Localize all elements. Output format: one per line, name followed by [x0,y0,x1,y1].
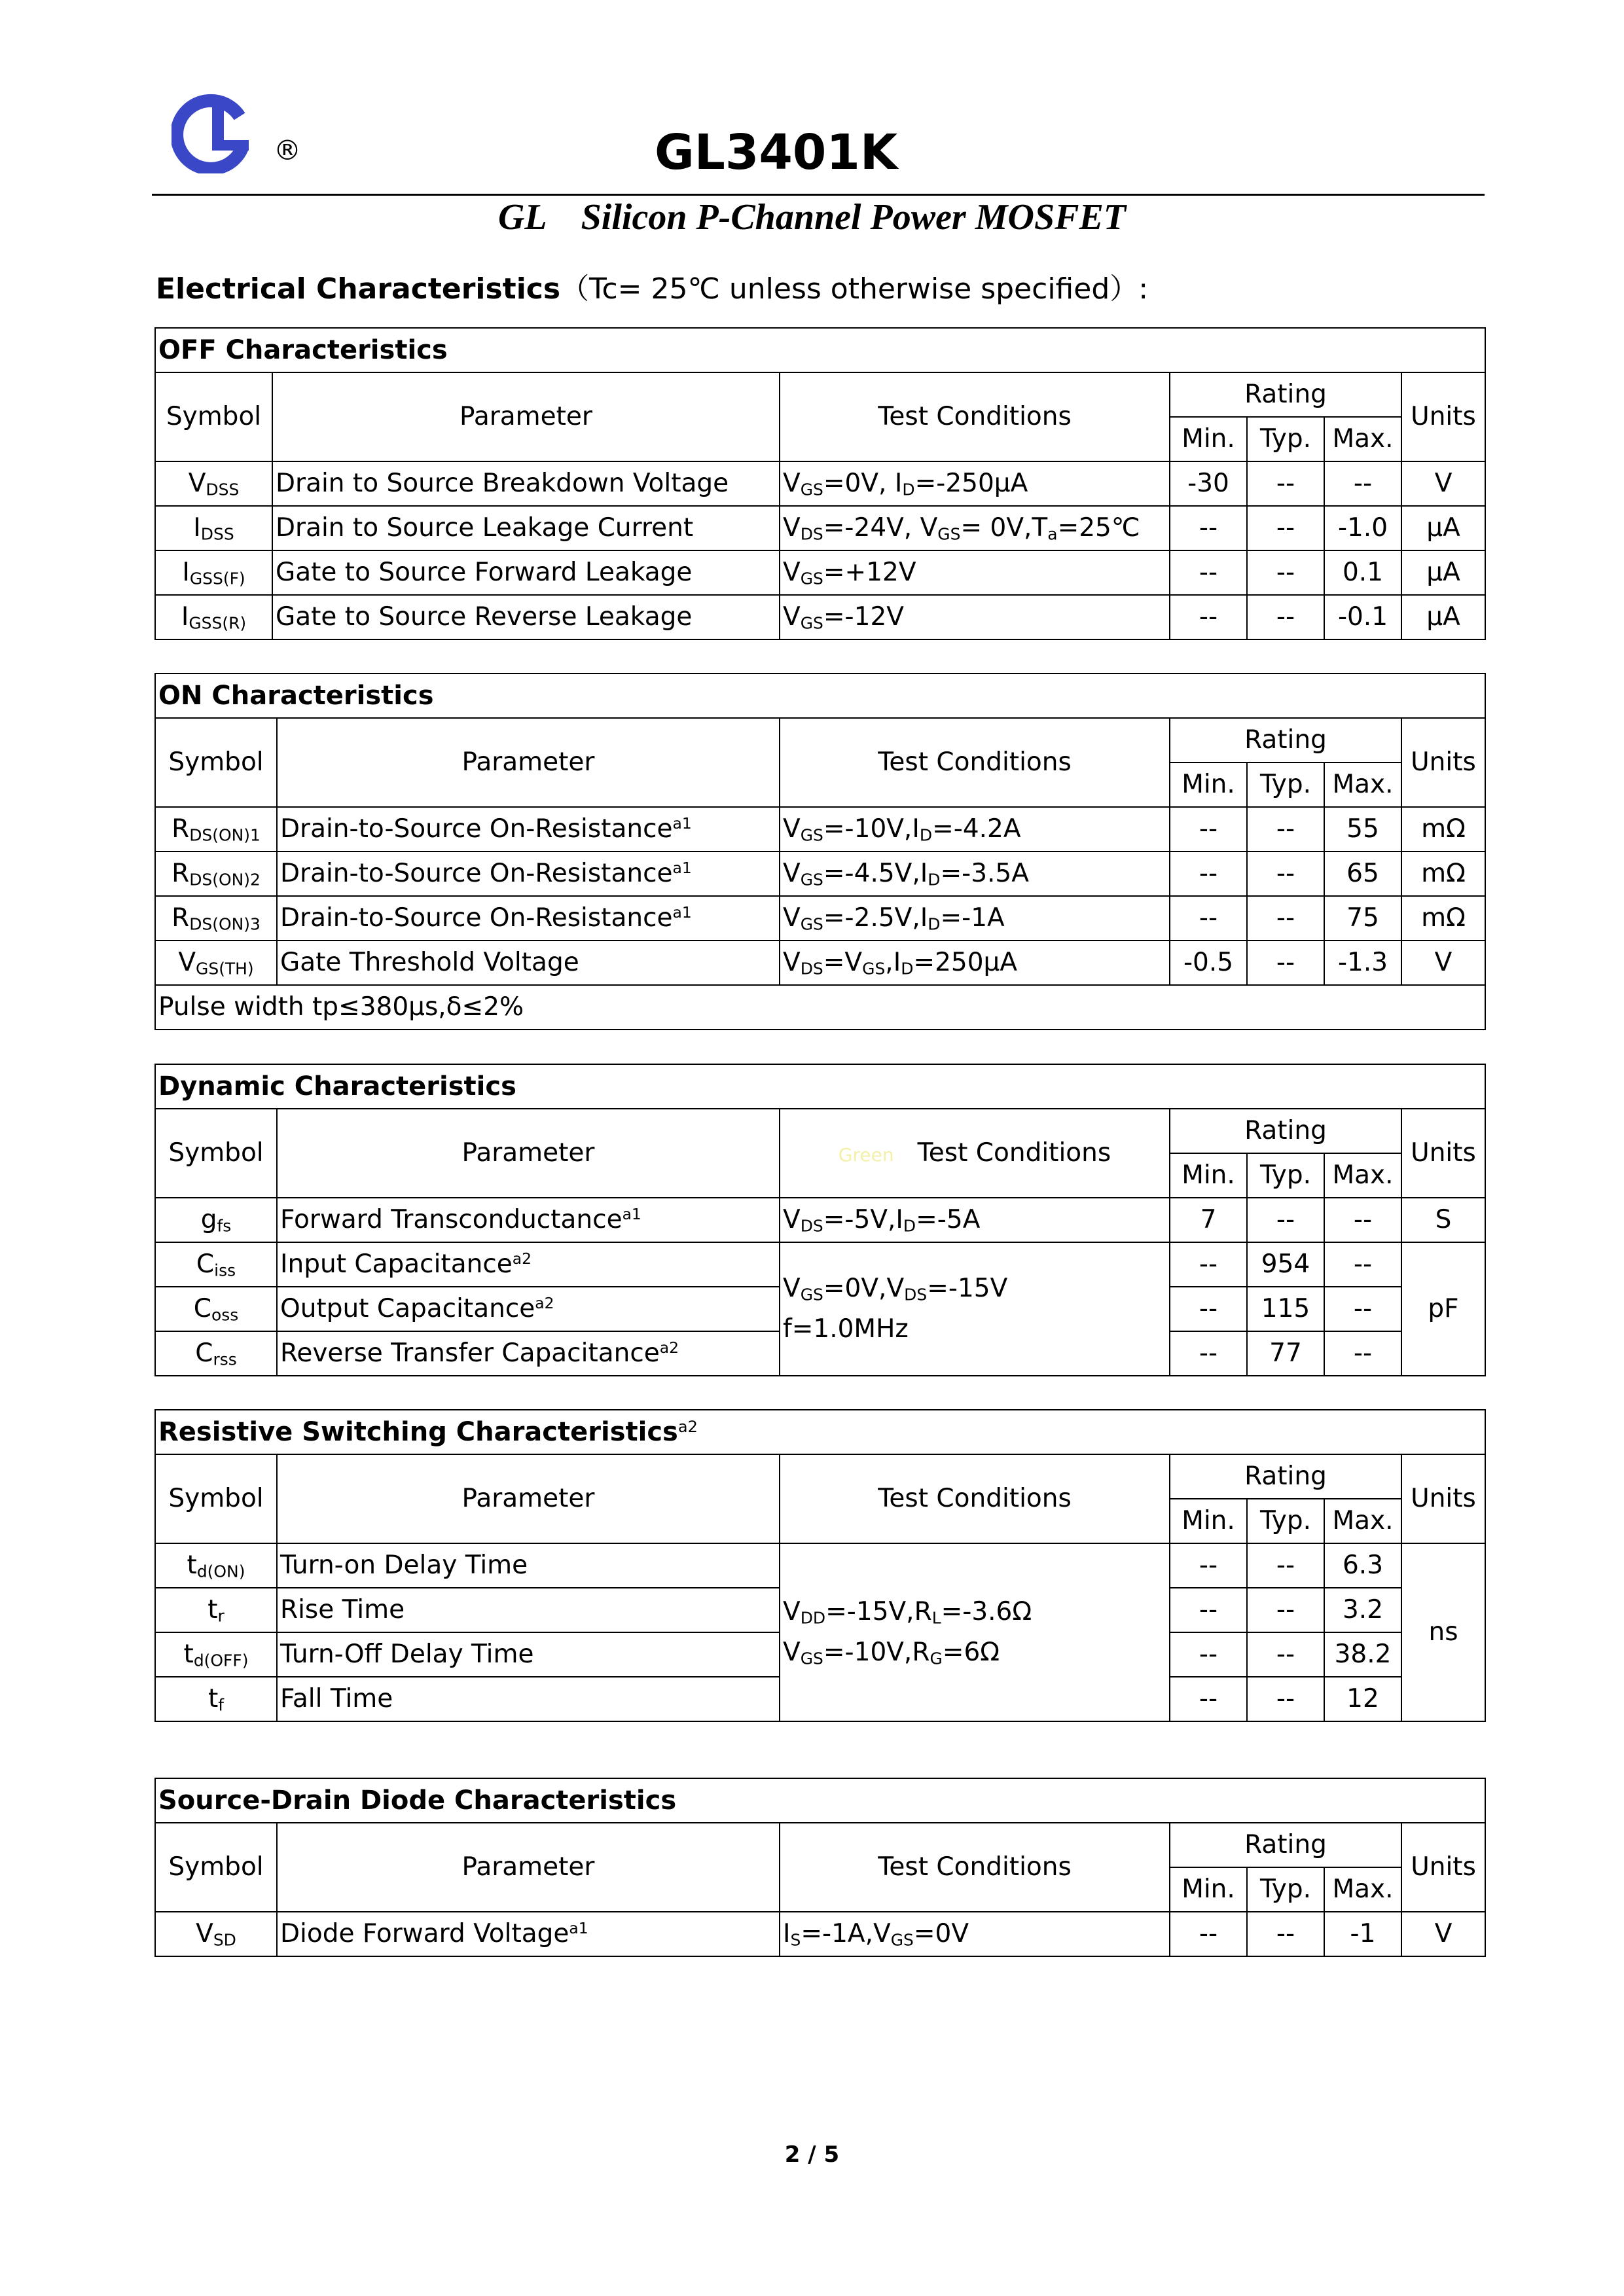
unit-cell: V [1401,1912,1485,1956]
part-number: GL3401K [655,124,898,181]
header-units: Units [1401,1823,1485,1912]
table-title: ON Characteristics [155,673,1485,718]
typ-cell: 77 [1247,1331,1324,1376]
parameter-cell: Drain to Source Breakdown Voltage [272,461,780,506]
parameter-cell: Reverse Transfer Capacitance$^{a2}$ [277,1331,780,1376]
parameter-cell: Drain-to-Source On-Resistance$^{a1}$ [277,807,780,852]
unit-cell: μA [1401,595,1485,639]
table-row [155,1912,1485,1956]
parameter-cell: Input Capacitance$^{a2}$ [277,1242,780,1287]
header-max: Max. [1324,762,1401,807]
unit-cell: μA [1401,550,1485,595]
condition-cell: $V_{GS}=+12V$ [780,550,1170,595]
min-cell: -- [1170,1331,1247,1376]
symbol-cell: $g_{fs}$ [155,1198,277,1242]
typ-cell: -- [1247,1543,1324,1588]
table-row [155,595,1485,639]
header-test-conditions: Test Conditions [780,718,1170,807]
table-row [155,1198,1485,1242]
header-symbol: Symbol [155,1454,277,1543]
header-max: Max. [1324,1499,1401,1543]
min-cell: 7 [1170,1198,1247,1242]
max-cell: 65 [1324,852,1401,896]
header-units: Units [1401,372,1485,461]
max-cell: -- [1324,1198,1401,1242]
section-condition: （Tc= 25℃ unless otherwise specified）: [560,272,1149,306]
max-cell: 3.2 [1324,1588,1401,1632]
table-title: Resistive Switching Characteristics$^{a2}$ [155,1410,1485,1454]
header-parameter: Parameter [277,1823,780,1912]
max-cell: -1.0 [1324,506,1401,550]
header-rule [152,194,1485,196]
table-row [155,896,1485,941]
table-row [155,1543,1485,1588]
typ-cell: -- [1247,1198,1324,1242]
table-title: Source-Drain Diode Characteristics [155,1778,1485,1823]
header-test-conditions: Green Test Conditions [780,1109,1170,1198]
unit-cell: mΩ [1401,852,1485,896]
typ-cell: -- [1247,807,1324,852]
table-title: OFF Characteristics [155,328,1485,372]
min-cell: -- [1170,550,1247,595]
unit-cell: S [1401,1198,1485,1242]
header-test-conditions: Test Conditions [780,372,1170,461]
typ-cell: 115 [1247,1287,1324,1331]
subtitle-brand: GL [497,197,547,238]
table-row [155,1242,1485,1287]
parameter-cell: Gate to Source Reverse Leakage [272,595,780,639]
section-title: Electrical Characteristics [156,272,561,306]
symbol-cell: $V_{GS(TH)}$ [155,941,277,985]
registered-mark: ® [274,134,301,166]
header-min: Min. [1170,1867,1247,1912]
symbol-cell: $t_r$ [155,1588,277,1632]
parameter-cell: Diode Forward Voltage$^{a1}$ [277,1912,780,1956]
table-row [155,807,1485,852]
condition-cell: $V_{GS}=-4.5V,I_D=-3.5A$ [780,852,1170,896]
condition-cell: $V_{GS}=0V$, $I_D=-250\mu A$ [780,461,1170,506]
parameter-cell: Drain-to-Source On-Resistance$^{a1}$ [277,852,780,896]
condition-cell: $V_{GS}=0V,V_{DS}=-15V$ f=1.0MHz [780,1242,1170,1376]
header-rating: Rating [1170,1454,1401,1499]
unit-cell: pF [1401,1242,1485,1376]
parameter-cell: Gate to Source Forward Leakage [272,550,780,595]
min-cell: -- [1170,1912,1247,1956]
symbol-cell: $V_{DSS}$ [155,461,272,506]
header-rating: Rating [1170,1823,1401,1867]
parameter-cell: Fall Time [277,1677,780,1721]
unit-cell: mΩ [1401,807,1485,852]
condition-cell: $V_{GS}=-10V,I_D=-4.2A$ [780,807,1170,852]
parameter-cell: Gate Threshold Voltage [277,941,780,985]
header-max: Max. [1324,1867,1401,1912]
subtitle-text: Silicon P-Channel Power MOSFET [581,197,1127,238]
typ-cell: -- [1247,1632,1324,1677]
max-cell: -1 [1324,1912,1401,1956]
typ-cell: -- [1247,941,1324,985]
min-cell: -0.5 [1170,941,1247,985]
parameter-cell: Forward Transconductance$^{a1}$ [277,1198,780,1242]
max-cell: 12 [1324,1677,1401,1721]
max-cell: 38.2 [1324,1632,1401,1677]
typ-cell: -- [1247,461,1324,506]
header-max: Max. [1324,1153,1401,1198]
header-rating: Rating [1170,372,1401,417]
min-cell: -- [1170,595,1247,639]
header-test-conditions: Test Conditions [780,1823,1170,1912]
max-cell: 0.1 [1324,550,1401,595]
footnote-cell: Pulse width tp≤380μs,δ≤2% [155,985,1485,1030]
off-characteristics-table [154,327,1486,640]
min-cell: -- [1170,852,1247,896]
header-min: Min. [1170,1153,1247,1198]
condition-cell: $I_S=-1A,V_{GS}=0V$ [780,1912,1170,1956]
condition-cell: $V_{DS}=V_{GS},I_D=250\mu A$ [780,941,1170,985]
header-symbol: Symbol [155,1109,277,1198]
section-heading [156,265,1148,307]
header-typ: Typ. [1247,1153,1324,1198]
unit-cell: μA [1401,506,1485,550]
max-cell: -1.3 [1324,941,1401,985]
min-cell: -- [1170,807,1247,852]
condition-cell: $V_{GS}=-12V$ [780,595,1170,639]
header-min: Min. [1170,762,1247,807]
switching-characteristics-table [154,1409,1486,1722]
table-title: Dynamic Characteristics [155,1064,1485,1109]
parameter-cell: Drain to Source Leakage Current [272,506,780,550]
symbol-cell: $t_{d(ON)}$ [155,1543,277,1588]
symbol-cell: $t_{d(OFF)}$ [155,1632,277,1677]
typ-cell: -- [1247,1912,1324,1956]
header-test-conditions: Test Conditions [780,1454,1170,1543]
header-rating: Rating [1170,718,1401,762]
header-min: Min. [1170,1499,1247,1543]
header-parameter: Parameter [277,1109,780,1198]
table-row [155,550,1485,595]
parameter-cell: Rise Time [277,1588,780,1632]
header-rating: Rating [1170,1109,1401,1153]
page-number: 2 / 5 [784,2142,840,2168]
parameter-cell: Drain-to-Source On-Resistance$^{a1}$ [277,896,780,941]
condition-cell: $V_{DS}=-5V,I_D=-5A$ [780,1198,1170,1242]
header-units: Units [1401,1454,1485,1543]
max-cell: 6.3 [1324,1543,1401,1588]
max-cell: 55 [1324,807,1401,852]
ghost-text: Green [838,1143,894,1166]
parameter-cell: Output Capacitance$^{a2}$ [277,1287,780,1331]
parameter-cell: Turn-Off Delay Time [277,1632,780,1677]
header-typ: Typ. [1247,762,1324,807]
table-row [155,941,1485,985]
document-subtitle [0,196,1624,238]
condition-cell: $V_{DD}=-15V,R_L=-3.6\Omega$ $V_{GS}=-10V,R_G=6\Omega$ [780,1543,1170,1721]
header-symbol: Symbol [155,718,277,807]
table-row [155,852,1485,896]
header-units: Units [1401,718,1485,807]
max-cell: -- [1324,1242,1401,1287]
min-cell: -- [1170,1588,1247,1632]
gl-logo [171,92,257,173]
dynamic-characteristics-table [154,1064,1486,1376]
diode-characteristics-table [154,1778,1486,1957]
min-cell: -30 [1170,461,1247,506]
min-cell: -- [1170,1543,1247,1588]
typ-cell: -- [1247,1677,1324,1721]
table-row [155,461,1485,506]
symbol-cell: $t_f$ [155,1677,277,1721]
typ-cell: 954 [1247,1242,1324,1287]
symbol-cell: $V_{SD}$ [155,1912,277,1956]
typ-cell: -- [1247,550,1324,595]
max-cell: -- [1324,461,1401,506]
parameter-cell: Turn-on Delay Time [277,1543,780,1588]
symbol-cell: $C_{oss}$ [155,1287,277,1331]
table-row [155,506,1485,550]
on-characteristics-table [154,673,1486,1030]
symbol-cell: $C_{rss}$ [155,1331,277,1376]
symbol-cell: $C_{iss}$ [155,1242,277,1287]
condition-cell: $V_{DS}=-24V$, $V_{GS}=$ $0V,T_a=25℃$ [780,506,1170,550]
typ-cell: -- [1247,852,1324,896]
header-units: Units [1401,1109,1485,1198]
condition-cell: $V_{GS}=-2.5V,I_D=-1A$ [780,896,1170,941]
unit-cell: V [1401,461,1485,506]
symbol-cell: $R_{DS(ON)1}$ [155,807,277,852]
header-typ: Typ. [1247,1867,1324,1912]
symbol-cell: $I_{DSS}$ [155,506,272,550]
typ-cell: -- [1247,595,1324,639]
symbol-cell: $R_{DS(ON)3}$ [155,896,277,941]
header-max: Max. [1324,417,1401,461]
min-cell: -- [1170,896,1247,941]
header-parameter: Parameter [272,372,780,461]
min-cell: -- [1170,1242,1247,1287]
unit-cell: V [1401,941,1485,985]
min-cell: -- [1170,1632,1247,1677]
header-typ: Typ. [1247,1499,1324,1543]
typ-cell: -- [1247,506,1324,550]
header-symbol: Symbol [155,1823,277,1912]
typ-cell: -- [1247,896,1324,941]
max-cell: -- [1324,1287,1401,1331]
max-cell: 75 [1324,896,1401,941]
header-min: Min. [1170,417,1247,461]
header-parameter: Parameter [277,1454,780,1543]
max-cell: -0.1 [1324,595,1401,639]
symbol-cell: $R_{DS(ON)2}$ [155,852,277,896]
unit-cell: ns [1401,1543,1485,1721]
symbol-cell: $I_{GSS(F)}$ [155,550,272,595]
header-typ: Typ. [1247,417,1324,461]
min-cell: -- [1170,1287,1247,1331]
typ-cell: -- [1247,1588,1324,1632]
symbol-cell: $I_{GSS(R)}$ [155,595,272,639]
header-parameter: Parameter [277,718,780,807]
min-cell: -- [1170,506,1247,550]
max-cell: -- [1324,1331,1401,1376]
header-symbol: Symbol [155,372,272,461]
unit-cell: mΩ [1401,896,1485,941]
min-cell: -- [1170,1677,1247,1721]
